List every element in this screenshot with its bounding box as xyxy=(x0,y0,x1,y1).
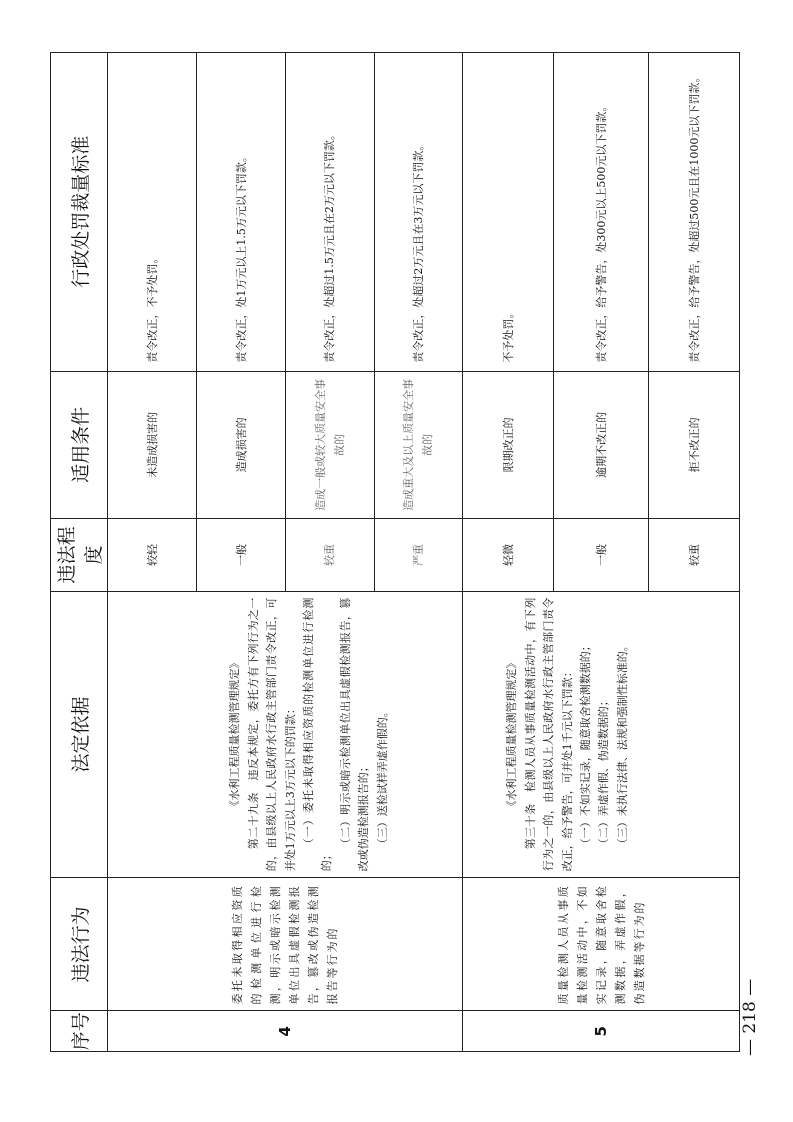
row4-act: 委托未取得相应资质的检测单位进行检测，明示或暗示检测单位出具虚假检测报告，篡改或伪造检测报告等行为的 xyxy=(108,878,463,1011)
row5-basis-title: 《水利工程质量检测管理规定》 xyxy=(505,657,519,812)
table-row xyxy=(463,53,554,1052)
row4-basis-title: 《水利工程质量检测管理规定》 xyxy=(228,657,242,812)
row5-basis xyxy=(463,591,740,878)
row4-standard-3: 责令改正，处超过1.5万元且在2万元以下罚款。 xyxy=(285,53,374,372)
row4-basis-item2: （二）明示或暗示检测单位出具虚假检测报告，篡改或伪造检测报告的； xyxy=(338,597,371,872)
header-level: 违法程度 xyxy=(51,519,108,591)
row4-basis-item1: （一）委托未取得相应资质的检测单位进行检测的； xyxy=(302,597,334,872)
row5-condition-2: 逾期不改正的 xyxy=(554,371,649,519)
header-act: 违法行为 xyxy=(51,878,108,1011)
row5-basis-item2: （二）弄虚作假、伪造数据的； xyxy=(597,695,611,850)
row4-level-3: 较重 xyxy=(285,519,374,591)
row4-basis-item3: （三）送检试样弄虚作假的。 xyxy=(375,706,389,850)
header-condition: 适用条件 xyxy=(51,371,108,519)
header-standard: 行政处罚裁量标准 xyxy=(51,53,108,372)
row4-standard-1: 责令改正，不予处罚。 xyxy=(108,53,197,372)
header-row xyxy=(51,53,108,1052)
row5-standard-3: 责令改正，给予警告，处超过500元且在1000元以下罚款。 xyxy=(649,53,740,372)
row4-level-4: 严重 xyxy=(374,519,463,591)
row5-standard-1: 不予处罚。 xyxy=(463,53,554,372)
row5-basis-item3: （三）未执行法律、法规和强制性标准的。 xyxy=(615,640,629,850)
page-number-box xyxy=(736,978,776,1060)
row4-seq: 4 xyxy=(108,1011,463,1052)
row5-act: 质量检测人员从事质量检测活动中，不如实记录，随意取舍检测数据，弄虚作假，伪造数据等行为的 xyxy=(463,878,740,1011)
table-row xyxy=(108,53,197,1052)
row4-basis xyxy=(108,591,463,878)
penalty-table xyxy=(50,52,740,1052)
row4-condition-1: 未造成损害的 xyxy=(108,371,197,519)
row4-standard-4: 责令改正，处超过2万元且在3万元以下罚款。 xyxy=(374,53,463,372)
row4-standard-2: 责令改正，处1万元以上1.5万元以下罚款。 xyxy=(197,53,286,372)
row5-condition-1: 限期改正的 xyxy=(463,371,554,519)
row4-condition-4: 造成重大及以上质量安全事故的 xyxy=(374,371,463,519)
header-seq: 序号 xyxy=(51,1011,108,1052)
row5-level-3: 较重 xyxy=(649,519,740,591)
row4-level-1: 较轻 xyxy=(108,519,197,591)
row4-condition-3: 造成一般或较大质量安全事故的 xyxy=(285,371,374,519)
row5-basis-body: 第三十条 检测人员从事质量检测活动中，有下列行为之一的，由县级以上人民政府水行政主管部门责令改正，给予警告，可并处1千元以下罚款： xyxy=(523,597,574,872)
row5-level-1: 轻微 xyxy=(463,519,554,591)
row4-condition-2: 造成损害的 xyxy=(197,371,286,519)
header-basis: 法定依据 xyxy=(51,591,108,878)
row5-standard-2: 责令改正，给予警告，处300元以上500元以下罚款。 xyxy=(554,53,649,372)
rotated-page xyxy=(50,52,740,1052)
page-number: — 218 — xyxy=(740,978,760,1056)
row5-condition-3: 拒不改正的 xyxy=(649,371,740,519)
row5-basis-item1: （一）不如实记录，随意取舍检测数据的； xyxy=(578,640,592,850)
row4-level-2: 一般 xyxy=(197,519,286,591)
row5-seq: 5 xyxy=(463,1011,740,1052)
row4-basis-body: 第二十九条 违反本规定，委托方有下列行为之一的，由县级以上人民政府水行政主管部门责令改正，可并处1万元以上3万元以下的罚款： xyxy=(246,597,297,872)
row5-level-2: 一般 xyxy=(554,519,649,591)
